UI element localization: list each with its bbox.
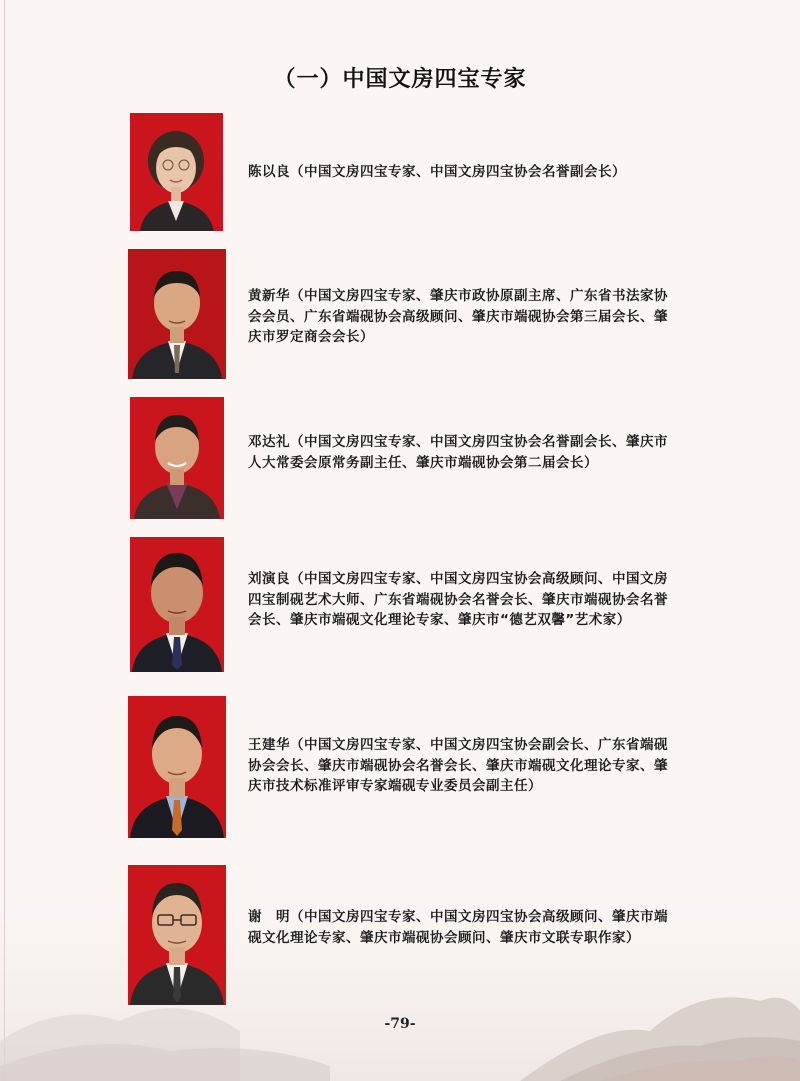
page-number: -79-: [384, 1016, 416, 1032]
portrait-man-icon: [128, 696, 226, 838]
expert-caption: 王建华（中国文房四宝专家、中国文房四宝协会副会长、广东省端砚协会会长、肇庆市端砚协会名誉会长、肇庆市端砚文化理论专家、肇庆市技术标准评审专家端砚专业委员会副主任）: [248, 737, 668, 794]
expert-photo: [130, 113, 223, 231]
expert-caption: 黄新华（中国文房四宝专家、肇庆市政协原副主席、广东省书法家协会会员、广东省端砚协会高级顾问、肇庆市端砚协会第三届会长、肇庆市罗定商会会长）: [248, 288, 668, 345]
portrait-man-icon: [130, 537, 224, 672]
expert-photo: [128, 249, 226, 379]
portrait-man-icon: [128, 249, 226, 379]
expert-caption: 邓达礼（中国文房四宝专家、中国文房四宝协会名誉副会长、肇庆市人大常委会原常务副主任、肇庆市端砚协会第二届会长）: [248, 434, 668, 471]
expert-caption: 刘演良（中国文房四宝专家、中国文房四宝协会高级顾问、中国文房四宝制砚艺术大师、广东省端砚协会名誉会长、肇庆市端砚协会名誉会长、肇庆市端砚文化理论专家、肇庆市“德艺双馨”艺术家）: [248, 571, 668, 628]
section-heading: （一）中国文房四宝专家: [273, 67, 527, 92]
expert-caption: 陈以良（中国文房四宝专家、中国文房四宝协会名誉副会长）: [248, 164, 626, 180]
expert-caption: 谢 明（中国文房四宝专家、中国文房四宝协会高级顾问、肇庆市端砚文化理论专家、肇庆市端砚协会顾问、肇庆市文联专职作家）: [248, 909, 668, 946]
expert-photo: [130, 397, 224, 519]
expert-photo: [130, 537, 224, 672]
portrait-man-glasses-icon: [128, 865, 226, 1005]
portrait-man-icon: [130, 397, 224, 519]
portrait-woman-icon: [130, 113, 223, 231]
expert-photo: [128, 696, 226, 838]
expert-photo: [128, 865, 226, 1005]
